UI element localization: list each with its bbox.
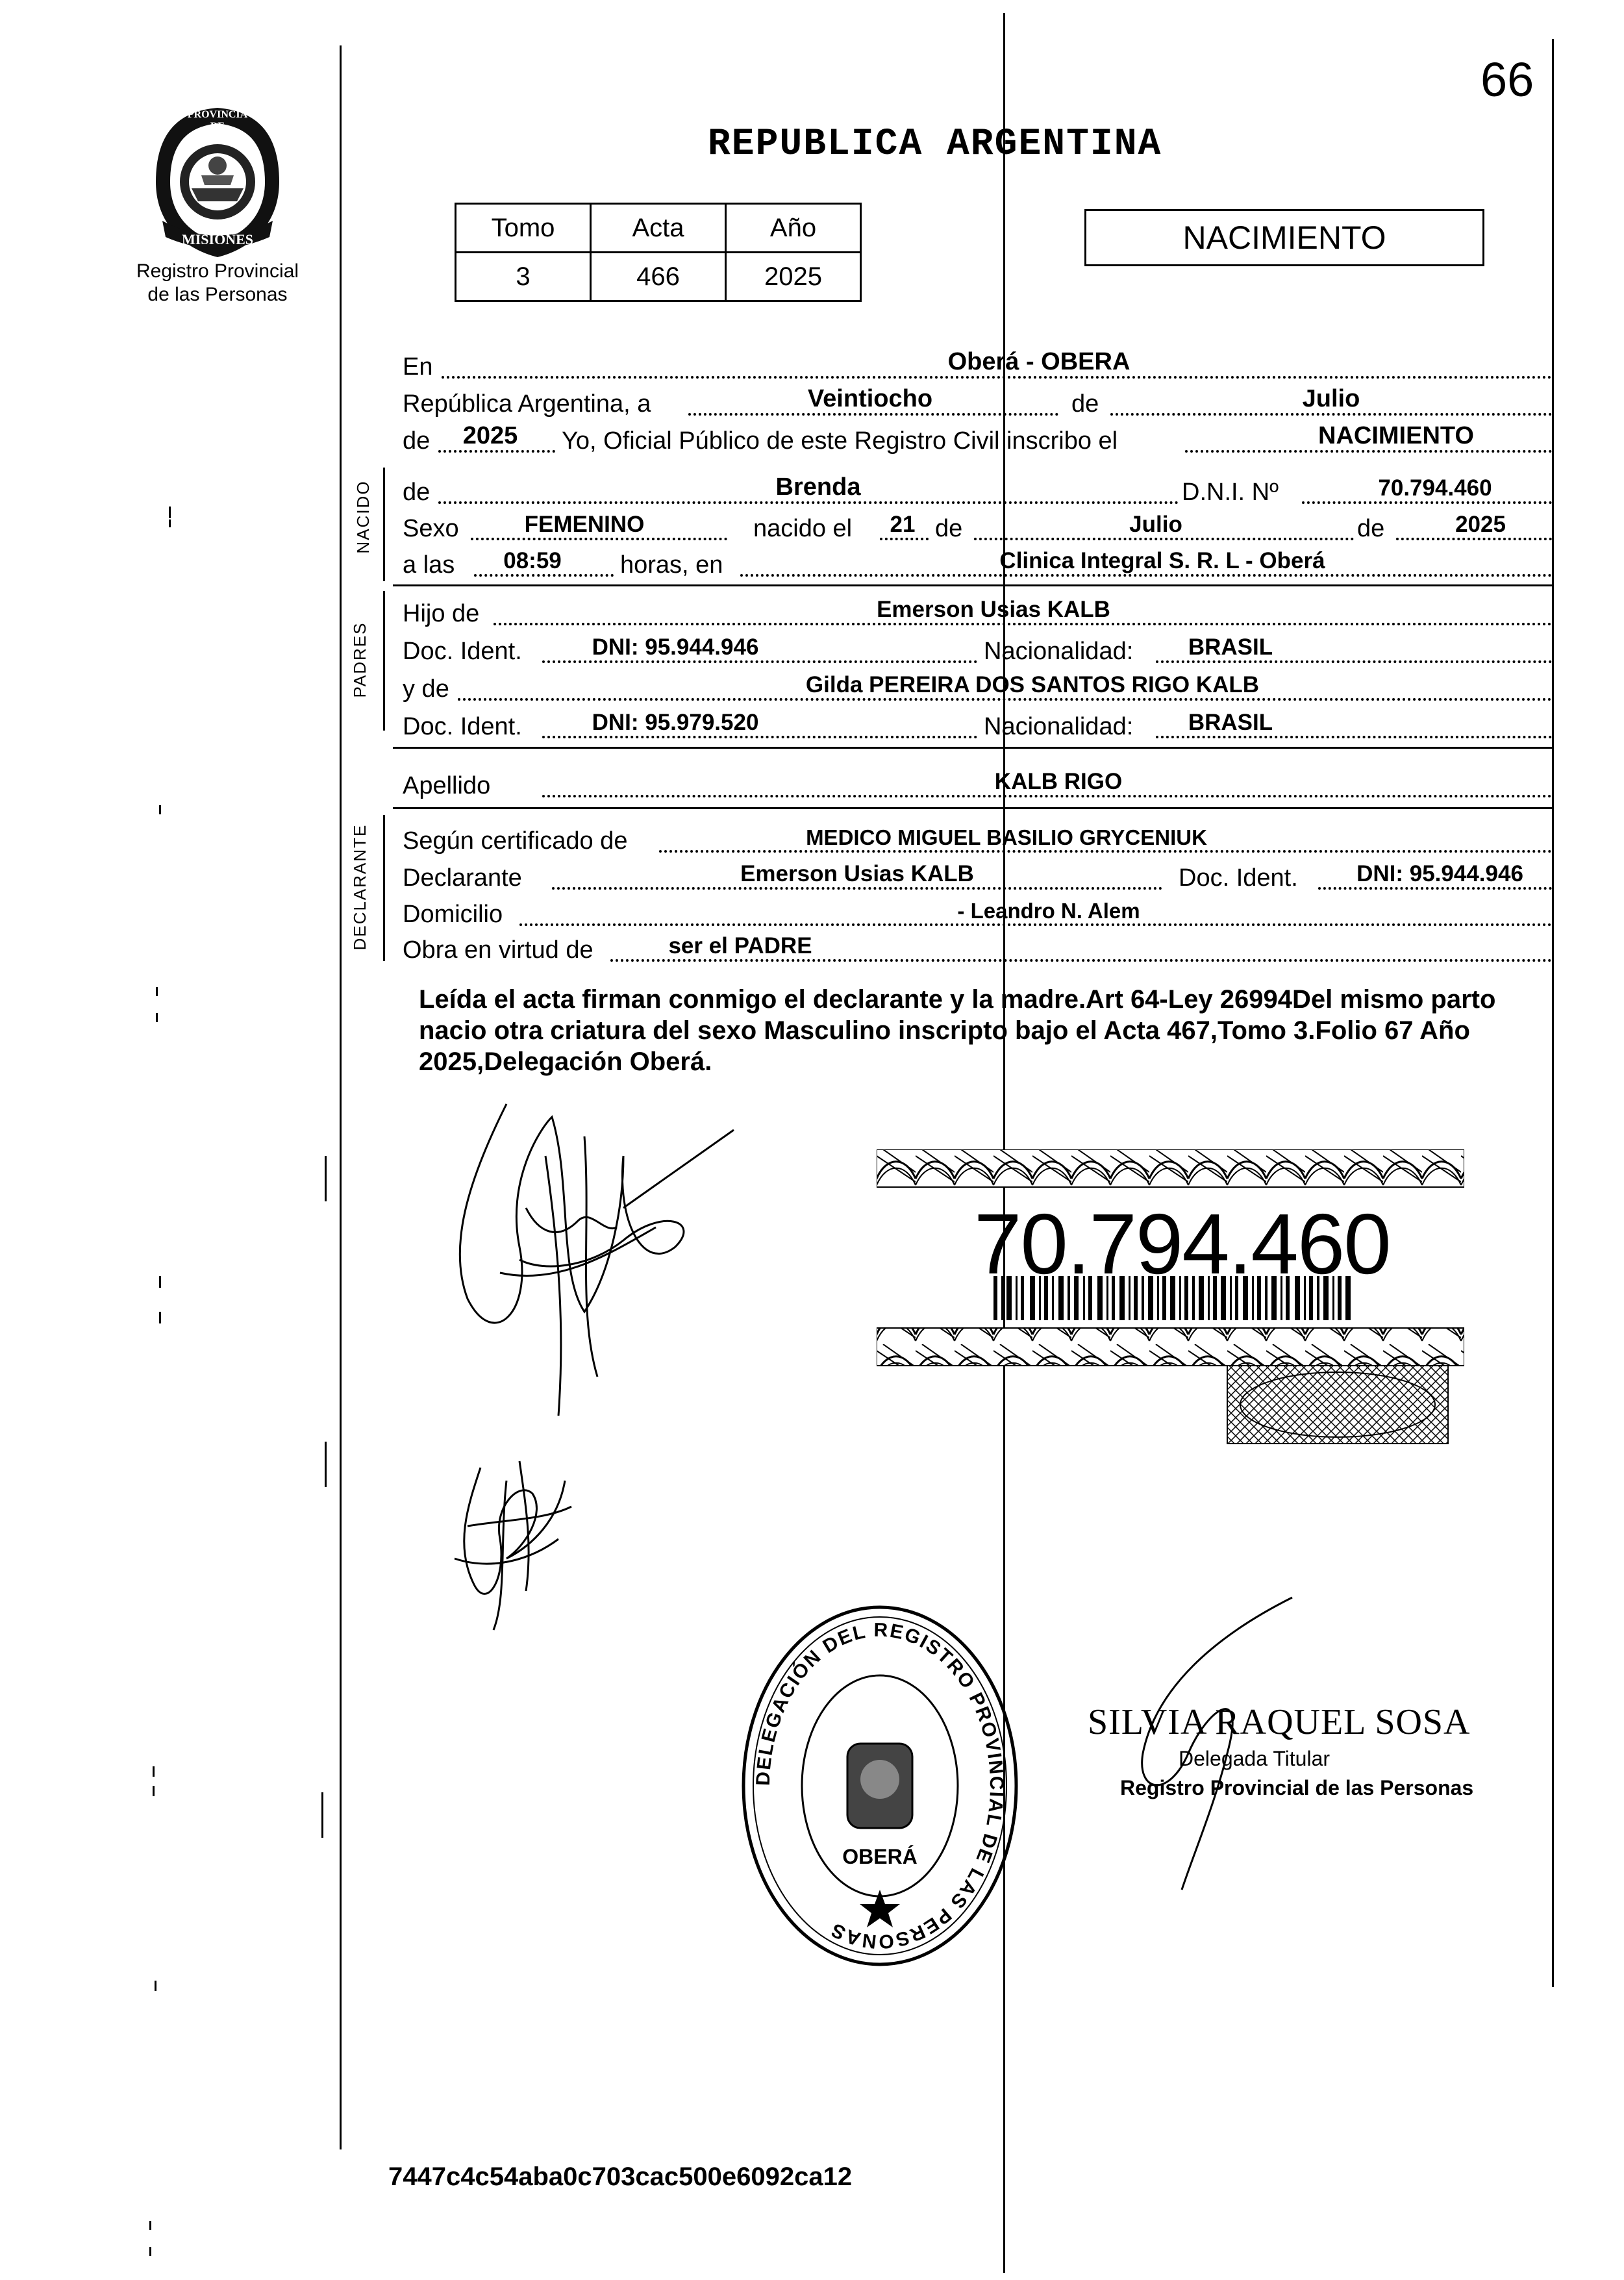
- scan-mark: [159, 1276, 161, 1288]
- nacido-row-1: [403, 473, 1552, 508]
- signer-name: SILVIA RAQUEL SOSA: [1088, 1702, 1471, 1742]
- dotted-line: [474, 574, 614, 577]
- scan-mark: [159, 1312, 161, 1323]
- logo-caption: [110, 260, 325, 307]
- registry-text: Yo, Oficial Público de este Registro Civil inscribo el: [562, 427, 1118, 455]
- nacido-label: NACIDO: [353, 480, 373, 554]
- section-divider: [393, 584, 1552, 586]
- birth-year: 2025: [1455, 512, 1506, 537]
- registry-line-1: Registro Provincial: [136, 260, 299, 282]
- mother-doc: DNI: 95.979.520: [592, 710, 759, 735]
- sexo-value: FEMENINO: [524, 512, 645, 537]
- domicilio-value: - Leandro N. Alem: [957, 899, 1140, 923]
- doc-label: Doc. Ident.: [403, 638, 522, 665]
- nacionalidad-label: Nacionalidad:: [984, 638, 1134, 665]
- child-name: Brenda: [775, 473, 861, 501]
- scan-mark: [155, 1981, 156, 1991]
- dotted-line: [740, 574, 1552, 577]
- birth-month: Julio: [1129, 512, 1182, 537]
- section-divider: [393, 807, 1552, 809]
- father-doc: DNI: 95.944.946: [592, 634, 759, 660]
- scan-mark: [325, 1442, 327, 1487]
- dni-stamp: [877, 1149, 1464, 1448]
- birth-day: 21: [890, 512, 916, 537]
- tomo-header: Tomo: [456, 204, 591, 253]
- registry-seal-icon: [734, 1585, 1026, 1974]
- cert-value: MEDICO MIGUEL BASILIO GRYCENIUK: [806, 825, 1207, 849]
- dni-stamp-number: 70.794.460: [974, 1196, 1390, 1292]
- obra-value: ser el PADRE: [668, 933, 812, 958]
- dotted-line: [1318, 887, 1552, 890]
- de-label: de: [935, 515, 963, 542]
- scan-mark: [153, 1786, 155, 1796]
- padres-row-2: [403, 632, 1552, 667]
- province-logo: [149, 104, 286, 260]
- seal-ring-text: DELEGACIÓN DEL REGISTRO PROVINCIAL DE LAS PERSONAS: [752, 1619, 1008, 1953]
- anio-value: 2025: [726, 253, 861, 301]
- de-label: de: [1071, 390, 1099, 418]
- act-notes: Leída el acta firman conmigo el declarante y la madre.Art 64-Ley 26994Del mismo parto nacio otra criatura del sexo Masculino inscripto bajo el Acta 467,Tomo 3.Folio 67 Año 2025,Delegación Oberá.: [419, 985, 1496, 1076]
- official-seal: [734, 1585, 1026, 1974]
- dotted-line: [1396, 538, 1552, 540]
- signature-scribble-2: [429, 1442, 597, 1636]
- right-margin-line: [1552, 39, 1554, 1987]
- mother-name: Gilda PEREIRA DOS SANTOS RIGO KALB: [805, 672, 1260, 697]
- scan-mark: [149, 2247, 151, 2256]
- doc-label: Doc. Ident.: [403, 713, 522, 740]
- scan-mark: [156, 1013, 158, 1022]
- birth-place: Clinica Integral S. R. L - Oberá: [999, 548, 1325, 573]
- record-type-box: [1084, 209, 1484, 266]
- signer-office: Registro Provincial de las Personas: [1120, 1776, 1474, 1799]
- nacido-row-2: [403, 509, 1552, 544]
- nacionalidad-label: Nacionalidad:: [984, 713, 1134, 740]
- hijo-de-label: Hijo de: [403, 600, 480, 627]
- de-label: de: [1357, 515, 1385, 542]
- dotted-line: [1156, 736, 1552, 738]
- scan-mark: [169, 520, 171, 527]
- signature-scribble-1: [429, 1078, 740, 1468]
- en-label: En: [403, 353, 433, 381]
- dotted-line: [659, 850, 1552, 853]
- padres-label: PADRES: [350, 621, 369, 698]
- place-value: Oberá - OBERA: [947, 348, 1131, 375]
- declarante-doc: DNI: 95.944.946: [1356, 861, 1523, 886]
- decl-row-2: [403, 858, 1552, 894]
- decl-row-4: [403, 931, 1552, 966]
- dotted-line: [438, 501, 1179, 504]
- month-value: Julio: [1302, 385, 1360, 412]
- scan-mark: [156, 987, 158, 996]
- acta-value: 466: [591, 253, 726, 301]
- scan-mark: [321, 1792, 323, 1838]
- seal-city: OBERÁ: [842, 1845, 918, 1868]
- day-value: Veintiocho: [807, 385, 933, 412]
- dotted-line: [688, 413, 1058, 416]
- left-margin-line: [340, 45, 342, 2149]
- apellido-value: KALB RIGO: [994, 769, 1123, 794]
- intro-row-3: [403, 421, 1552, 457]
- dotted-line: [1302, 501, 1552, 504]
- dotted-line: [519, 923, 1552, 926]
- record-type: NACIMIENTO: [1182, 219, 1386, 256]
- dotted-line: [471, 538, 727, 540]
- domicilio-label: Domicilio: [403, 901, 503, 928]
- father-name: Emerson Usias KALB: [877, 597, 1110, 622]
- doc-label: Doc. Ident.: [1179, 864, 1298, 892]
- dotted-line: [458, 698, 1552, 701]
- dotted-line: [1185, 450, 1552, 453]
- y-de-label: y de: [403, 675, 449, 703]
- dotted-line: [442, 376, 1552, 379]
- dni-stamp-graphic: [877, 1149, 1464, 1448]
- nacido-bar: [383, 468, 385, 581]
- nacido-row-3: [403, 545, 1552, 581]
- padres-bar: [383, 591, 385, 731]
- dotted-line: [493, 623, 1552, 625]
- dotted-line: [542, 795, 1552, 797]
- apellido-label: Apellido: [403, 772, 491, 799]
- dotted-line: [974, 538, 1354, 540]
- apellido-row: [403, 766, 1552, 801]
- child-dni: 70.794.460: [1378, 475, 1492, 501]
- year-value: 2025: [462, 422, 518, 449]
- declarante-bar: [383, 815, 385, 961]
- dotted-line: [1110, 413, 1552, 416]
- country-label: República Argentina, a: [403, 390, 651, 418]
- decl-row-3: [403, 895, 1552, 930]
- dotted-line: [438, 450, 555, 453]
- obra-label: Obra en virtud de: [403, 936, 593, 964]
- padres-row-1: [403, 594, 1552, 629]
- scan-mark: [153, 1766, 155, 1777]
- scan-mark: [325, 1156, 327, 1201]
- intro-row-1: [403, 347, 1552, 382]
- father-nationality: BRASIL: [1188, 634, 1273, 660]
- tomo-value: 3: [456, 253, 591, 301]
- acta-header: Acta: [591, 204, 726, 253]
- record-table: [455, 203, 862, 302]
- a-las-label: a las: [403, 551, 455, 579]
- declarante-value: Emerson Usias KALB: [740, 861, 974, 886]
- document-hash: 7447c4c54aba0c703cac500e6092ca12: [388, 2162, 853, 2191]
- decl-row-1: [403, 821, 1552, 857]
- declarante-field-label: Declarante: [403, 864, 522, 892]
- birth-time: 08:59: [503, 548, 562, 573]
- padres-row-3: [403, 670, 1552, 705]
- de-label: de: [403, 479, 431, 506]
- logo-text-top: PROVINCIA DE: [187, 109, 248, 132]
- dotted-line: [1156, 660, 1552, 663]
- scan-mark: [159, 805, 161, 814]
- section-divider: [393, 747, 1552, 749]
- dni-label: D.N.I. Nº: [1182, 479, 1279, 506]
- page-number: 66: [1480, 53, 1534, 106]
- registry-line-2: de las Personas: [147, 284, 288, 305]
- dotted-line: [542, 736, 977, 738]
- declarante-label: DECLARANTE: [350, 823, 369, 951]
- dotted-line: [880, 538, 929, 540]
- intro-row-2: [403, 384, 1552, 420]
- nacido-el-label: nacido el: [753, 515, 853, 542]
- scan-mark: [149, 2221, 151, 2230]
- anio-header: Año: [726, 204, 861, 253]
- country-title: REPUBLICA ARGENTINA: [708, 123, 1162, 166]
- horas-label: horas, en: [620, 551, 723, 579]
- dotted-line: [610, 959, 1552, 962]
- padres-row-4: [403, 707, 1552, 742]
- cert-label: Según certificado de: [403, 827, 628, 855]
- signer-role: Delegada Titular: [1179, 1747, 1330, 1770]
- mother-nationality: BRASIL: [1188, 710, 1273, 735]
- dotted-line: [552, 887, 1162, 890]
- act-value: NACIMIENTO: [1318, 422, 1474, 449]
- de-label: de: [403, 427, 431, 455]
- scan-mark: [169, 507, 171, 518]
- dotted-line: [542, 660, 977, 663]
- sexo-label: Sexo: [403, 515, 459, 542]
- logo-text-bottom: MISIONES: [181, 231, 254, 247]
